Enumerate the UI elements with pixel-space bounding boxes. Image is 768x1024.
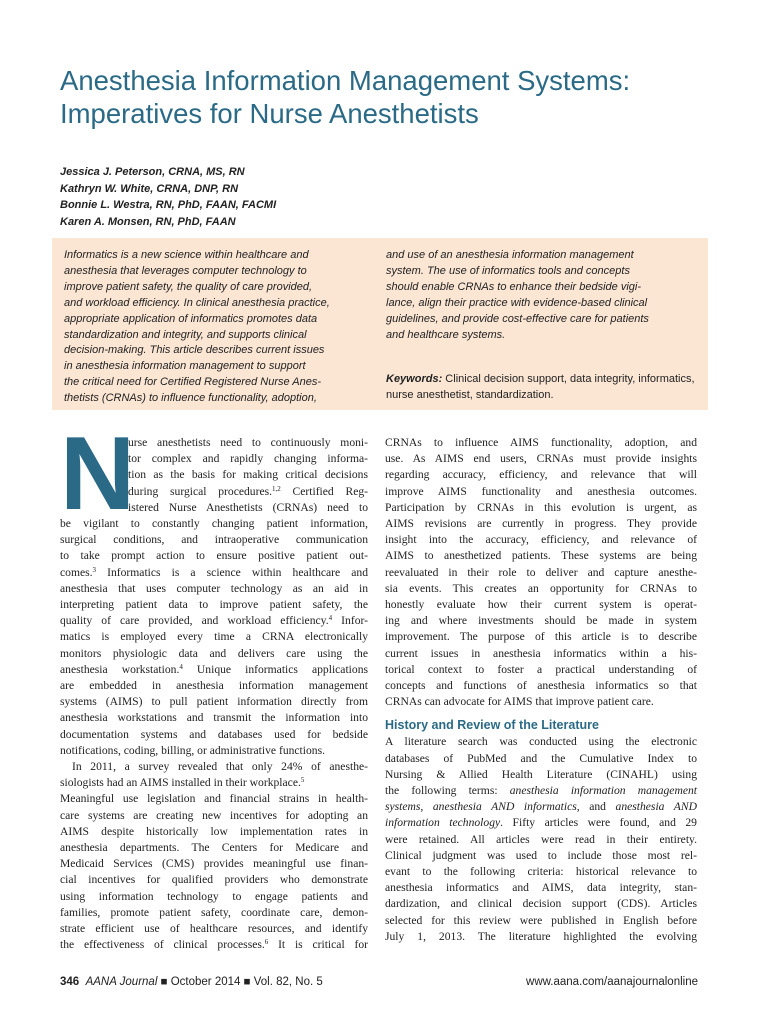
abstract-line: decision-making. This article describes current issues bbox=[64, 344, 325, 357]
text-line: concepts and functions of anesthesia informatics so that bbox=[385, 679, 697, 693]
text-line: were retained. All articles were read in their entirety. bbox=[385, 832, 697, 846]
abstract-line: anesthesia that leverages computer technology to bbox=[64, 264, 307, 277]
text-line: sia events. This creates an opportunity for CRNAs to bbox=[385, 581, 697, 595]
citation-ref: 5 bbox=[300, 776, 305, 785]
text-line: surgical conditions, and intraoperative communication bbox=[60, 533, 368, 547]
text-line: be vigilant to constantly changing patient information, bbox=[60, 517, 368, 531]
text-line: matics is employed every time a CRNA electronically bbox=[60, 630, 368, 644]
abstract-line: thetists (CRNAs) to influence functionality, adoption, bbox=[64, 392, 317, 405]
text-line: AIMS despite historically low implementation rates in bbox=[60, 824, 368, 838]
journal-url: www.aana.com/aanajournalonline bbox=[526, 976, 698, 988]
text-line: AIMS revisions are currently in progress. They provide bbox=[385, 517, 697, 531]
text-line: quality of care provided, and workload efficiency.$^4$ Infor- bbox=[60, 614, 368, 628]
drop-cap: N bbox=[60, 416, 136, 532]
text-line: tion as the basis for making critical decisions bbox=[128, 468, 368, 482]
page-number: 346 bbox=[60, 976, 80, 988]
text-line: torical context to foster a practical understanding of bbox=[385, 662, 697, 676]
text-line: istered Nurse Anesthetists (CRNAs) need to bbox=[128, 500, 368, 514]
citation-ref: 4 bbox=[328, 614, 333, 623]
keywords-label: Keywords: bbox=[386, 373, 443, 385]
text-line: ing and where investments should be made in system bbox=[385, 614, 697, 628]
author-2: Kathryn W. White, CRNA, DNP, RN bbox=[60, 182, 239, 195]
text-line: tor complex and rapidly changing informa- bbox=[128, 452, 368, 466]
text-line: systems (AIMS) to pull patient information directly from bbox=[60, 695, 368, 709]
citation-ref: 1,2 bbox=[272, 484, 281, 493]
abstract-line: improve patient safety, the quality of care provided, bbox=[64, 280, 313, 293]
text-line: documentation systems and databases used for bedside bbox=[60, 727, 368, 741]
text-line: anesthesia workstations and transmit the information into bbox=[60, 711, 368, 725]
text-line: selected for this review were published in English before bbox=[385, 913, 697, 927]
text-line: Clinical judgment was used to include those most rel- bbox=[385, 848, 697, 862]
text-line: Nursing & Allied Health Literature (CINAHL) using bbox=[385, 767, 697, 781]
keywords-text: Clinical decision support, data integrity, informatics, nurse anesthetist, standardization. bbox=[386, 373, 695, 401]
text-line: databases of PubMed and the Cumulative Index to bbox=[385, 751, 697, 765]
literature-review-text bbox=[385, 734, 697, 945]
author-1: Jessica J. Peterson, CRNA, MS, RN bbox=[60, 166, 245, 178]
text-line: urse anesthetists need to continuously moni- bbox=[128, 436, 368, 449]
text-line: In 2011, a survey revealed that only 24% of anesthe- bbox=[72, 760, 368, 774]
abstract-line: should enable CRNAs to enhance their bedside vigi- bbox=[386, 280, 641, 293]
text-line: monitors physiologic data and delivers care using the bbox=[60, 646, 368, 660]
text-line: anesthesia workstation.$^4$ Unique informatics applications bbox=[60, 662, 368, 676]
abstract-line: guidelines, and provide cost-effective care for patients bbox=[386, 312, 649, 325]
text-line: systems, anesthesia AND informatics, and anesthesia AND bbox=[385, 800, 697, 814]
text-line: comes.$^3$ Informatics is a science within healthcare and bbox=[60, 565, 368, 579]
text-line: improve AIMS functionality and anesthesia outcomes. bbox=[385, 484, 697, 498]
text-line: Medicaid Services (CMS) provides meaningful use finan- bbox=[60, 857, 368, 871]
text-line: interpreting patient data to improve patient safety, the bbox=[60, 598, 368, 612]
section-heading: History and Review of the Literature bbox=[385, 718, 599, 733]
abstract-line: and use of an anesthesia information management bbox=[386, 249, 634, 261]
abstract-line: in anesthesia information management to support bbox=[64, 360, 306, 373]
text-line: CRNAs to influence AIMS functionality, adoption, and bbox=[385, 436, 697, 449]
text-line: Participation by CRNAs in this evolution is urgent, as bbox=[385, 500, 697, 514]
text-line: improvement. The purpose of this article is to describe bbox=[385, 630, 697, 644]
text-line: anesthesia that uses computer technology as an aid in bbox=[60, 581, 368, 595]
text-line: families, promote patient safety, coordinate care, demon- bbox=[60, 905, 368, 919]
text-line: current issues in anesthesia informatics within a his- bbox=[385, 646, 697, 660]
author-list bbox=[60, 164, 460, 230]
text-line: siologists had an AIMS installed in their workplace.$^5$ bbox=[60, 776, 305, 790]
text-line: anesthesia departments. The Centers for Medicare and bbox=[60, 841, 368, 855]
abstract-left-column bbox=[64, 248, 368, 407]
text-line: are embedded in anesthesia information management bbox=[60, 679, 368, 693]
text-line: reevaluated in their role to deliver and capture anesthe- bbox=[385, 565, 697, 579]
body-right-column bbox=[385, 435, 697, 945]
text-line: the effectiveness of clinical processes.$^6$ It is critical for bbox=[60, 938, 368, 952]
text-line: notifications, coding, billing, or administrative functions. bbox=[60, 743, 326, 757]
keywords bbox=[386, 372, 702, 404]
text-line: A literature search was conducted using the electronic bbox=[385, 735, 697, 749]
text-line: evant to the following criteria: historical relevance to bbox=[385, 865, 697, 879]
citation-ref: 6 bbox=[264, 938, 269, 947]
abstract-line: and workload efficiency. In clinical anesthesia practice, bbox=[64, 296, 330, 309]
text-line: the following terms: anesthesia information management bbox=[385, 784, 697, 798]
text-line: strate efficient use of healthcare resources, and identify bbox=[60, 922, 368, 936]
issue-info: ■ October 2014 ■ Vol. 82, No. 5 bbox=[157, 976, 323, 988]
citation-ref: 3 bbox=[92, 565, 97, 574]
abstract-right-column bbox=[386, 248, 696, 343]
intro-continued bbox=[385, 435, 697, 710]
text-line: honestly evaluate how their current system is operat- bbox=[385, 598, 697, 612]
text-line: use. As AIMS end users, CRNAs must provide insights bbox=[385, 452, 697, 466]
author-4: Karen A. Monsen, RN, PhD, FAAN bbox=[60, 215, 236, 228]
title-line-2: Imperatives for Nurse Anesthetists bbox=[60, 98, 479, 129]
text-line: information technology. Fifty articles were found, and 29 bbox=[385, 816, 697, 830]
text-line: Meaningful use legislation and financial strains in health- bbox=[60, 792, 368, 806]
author-3: Bonnie L. Westra, RN, PhD, FAAN, FACMI bbox=[60, 199, 277, 211]
text-line: anesthesia informatics and AIMS, data integrity, stan- bbox=[385, 881, 697, 895]
abstract-line: Informatics is a new science within healthcare and bbox=[64, 249, 309, 261]
text-line: July 1, 2013. The literature highlighted the evolving bbox=[385, 929, 697, 943]
abstract-line: standardization and integrity, and supports clinical bbox=[64, 328, 307, 341]
abstract-line: lance, align their practice with evidence-based clinical bbox=[386, 296, 648, 309]
abstract-line: system. The use of informatics tools and concepts bbox=[386, 264, 630, 277]
text-line: care systems are creating new incentives for adopting an bbox=[60, 808, 368, 822]
journal-name: AANA Journal bbox=[85, 976, 158, 988]
text-line: insight into the accuracy, efficiency, and relevance of bbox=[385, 533, 697, 547]
text-line: to take prompt action to ensure positive patient out- bbox=[60, 549, 368, 563]
text-line: dardization, and clinical decision support (CDS). Articles bbox=[385, 897, 697, 911]
article-title bbox=[60, 64, 720, 130]
text-line: regarding accuracy, efficiency, and relevance that will bbox=[385, 468, 697, 482]
text-line: during surgical procedures.$^{1,2}$ Certified Reg- bbox=[128, 484, 368, 498]
footer-citation bbox=[60, 976, 323, 988]
abstract-line: the critical need for Certified Registered Nurse Anes- bbox=[64, 376, 321, 389]
text-line: CRNAs can advocate for AIMS that improve patient care. bbox=[385, 695, 654, 709]
citation-ref: 4 bbox=[179, 662, 183, 671]
title-line-1: Anesthesia Information Management Systems: bbox=[60, 65, 631, 96]
abstract-line: and healthcare systems. bbox=[386, 328, 506, 341]
abstract-line: appropriate application of informatics promotes data bbox=[64, 312, 318, 325]
text-line: AIMS to anesthetized patients. These systems are being bbox=[385, 549, 697, 563]
body-left-column bbox=[60, 435, 368, 954]
abstract-box bbox=[52, 238, 708, 410]
text-line: using information technology to engage patients and bbox=[60, 889, 368, 903]
text-line: cial incentives for qualified providers who demonstrate bbox=[60, 873, 368, 887]
